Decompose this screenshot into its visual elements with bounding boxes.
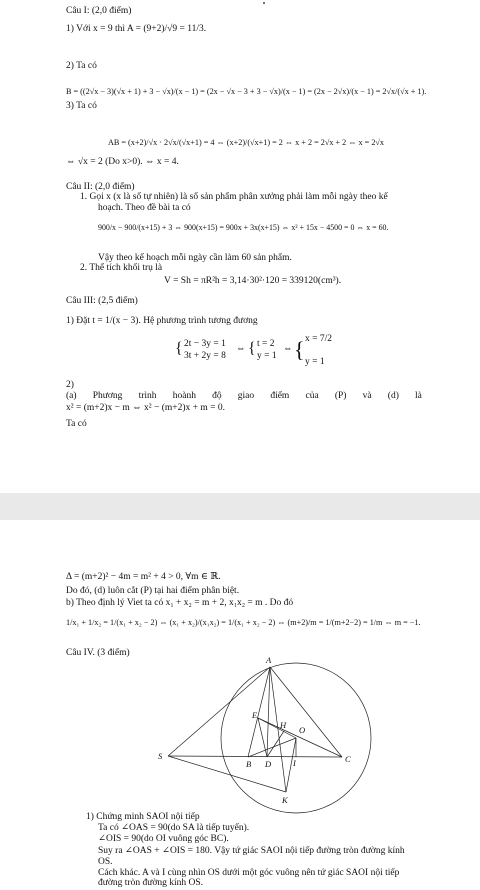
statement-word: Phương [92,391,123,401]
label-s: S [158,751,163,761]
cau2-item1-line1: 1. Gọi x (x là số tự nhiên) là số sản phẩm phân xưởng phải làm mỗi ngày theo kế [80,192,388,202]
cau1-title: Câu I: (2,0 điểm) [66,6,132,16]
statement-word: điểm [270,391,290,401]
statement-word: của [305,391,319,401]
cau2-item1-line2: hoạch. Theo đề bài ta có [98,203,191,213]
cau1-part3-formula: AB = (x+2)/√x · 2√x/(√x+1) = 4 ⇔ (x+2)/(√x+1) = 2 ⇔ x + 2 = 2√x + 2 ⇔ x = 2√x [107,138,385,147]
statement-word: (a) [66,391,77,401]
system-c-row1: x = 7/2 [305,334,332,344]
system-a-row2: 3t + 2y = 8 [184,351,226,361]
line-ac [270,667,342,757]
cau1-part2-label: 2) Ta có [66,61,97,71]
cau1-part1: 1) Với x = 9 thì A = (9+2)/√9 = 11/3. [66,24,207,34]
statement-word: là [415,391,422,401]
system-b-row2: y = 1 [257,351,277,361]
vieta-line: b) Theo định lý Viet ta có x₁ + x₂ = m + 2, x₁x₂ = m . Do đó [66,598,294,608]
label-e: E [252,710,258,720]
proof-line-3: Suy ra ∠OAS + ∠OIS = 180. Vậy tứ giác SAOI nội tiếp đường tròn đường kính [98,846,405,856]
statement-word: hoành [172,391,196,401]
proof-item-1: 1) Chứng minh SAOI nội tiếp [86,812,200,822]
cau1-part3-result: ⇔ √x = 2 (Do x>0). ⇔ x = 4. [66,157,179,167]
proof-line-4: OS. [98,857,113,867]
system-a-row1: 2t − 3y = 1 [184,339,226,349]
secant-sc [168,756,342,757]
system-c-row2: y = 1 [305,357,325,367]
left-brace-2: { [248,340,256,357]
cau3-title: Câu III: (2,5 điểm) [66,296,138,306]
cau3-part2-statement [66,391,422,402]
proof-line-5: Cách khác. A và I cùng nhìn OS dưới một góc vuông nên tứ giác SAOI nội tiếp [98,868,400,878]
label-d: D [265,759,272,769]
cau2-title: Câu II: (2,0 điểm) [66,182,135,192]
conclusion-line: Do đó, (d) luôn cắt (P) tại hai điểm phân biệt. [66,586,240,596]
cau3-part2-label: 2) [66,380,74,390]
label-o: O [299,725,306,735]
delta-line: Δ = (m+2)² − 4m = m² + 4 > 0, ∀m ∈ ℝ. [66,572,221,582]
cau4-title: Câu IV. (3 điểm) [66,648,130,658]
cau3-part2-formula: x² = (m+2)x − m ⇔ x² − (m+2)x + m = 0. [66,403,226,413]
proof-line-2: ∠OIS = 90(do OI vuông góc BC). [98,834,229,844]
statement-word: (d) [387,391,399,401]
cau3-part2-taco: Ta có [66,419,87,429]
statement-word: và [362,391,372,401]
cau2-item2: 2. Thể tích khối trụ là [80,263,163,273]
cau1-part2-formula: B = ((2√x − 3)(√x + 1) + 3 − √x)/(x − 1) = (2x − √x − 3 + 3 − √x)/(x − 1) = (2x − 2√x)/(x − 1) = 2√x/(√x + 1). [66,87,427,96]
cau1-part3-label: 3) Ta có [66,101,97,111]
left-brace-1: { [175,340,183,357]
equiv-symbol-2: ⇔ [283,344,293,354]
statement-word: giao [237,391,255,401]
statement-word: trình [138,391,157,401]
line-ad [267,667,270,757]
statement-word: (P) [334,391,347,401]
left-brace-3: { [294,337,305,362]
equiv-symbol-1: ⇔ [236,344,246,354]
cau2-item1-formula: 900/x − 900/(x+15) + 3 ⇔ 900(x+15) = 900x + 3x(x+15) ⇔ x² + 15x − 4500 = 0 ⇔ x = 60. [98,223,389,232]
vieta-formula: 1/x₁ + 1/x₂ = 1/(x₁ + x₂ − 2) ⇔ (x₁ + x₂)/(x₁x₂) = 1/(x₁ + x₂ − 2) ⇔ (m+2)/m = 1/(m+2−2) = 1/m ⇔ m = −1. [66,618,421,627]
label-i: I [293,758,296,768]
proof-line-1: Ta có ∠OAS = 90(do SA là tiếp tuyến). [98,823,250,833]
proof-line-6: đường tròn đường kính OS. [98,878,204,888]
cau2-item2-formula: V = Sh = πR²h = 3,14·30²·120 = 339120(cm³). [164,276,342,286]
system-b-row1: t = 2 [257,339,275,349]
label-c: C [345,754,351,764]
scan-dot [263,2,265,4]
statement-word: độ [212,391,222,401]
label-k: K [282,795,288,805]
label-b: B [246,759,252,769]
cau3-part1: 1) Đặt t = 1/(x − 3). Hệ phương trình tương đương [66,316,258,326]
geometry-figure [0,520,480,890]
label-h: H [280,720,287,730]
line-bo [248,738,296,757]
cau2-item1-conclusion: Vậy theo kế hoạch mỗi ngày cần làm 60 sản phẩm. [98,253,292,263]
label-a: A [266,655,272,665]
document-page-2 [0,520,480,890]
